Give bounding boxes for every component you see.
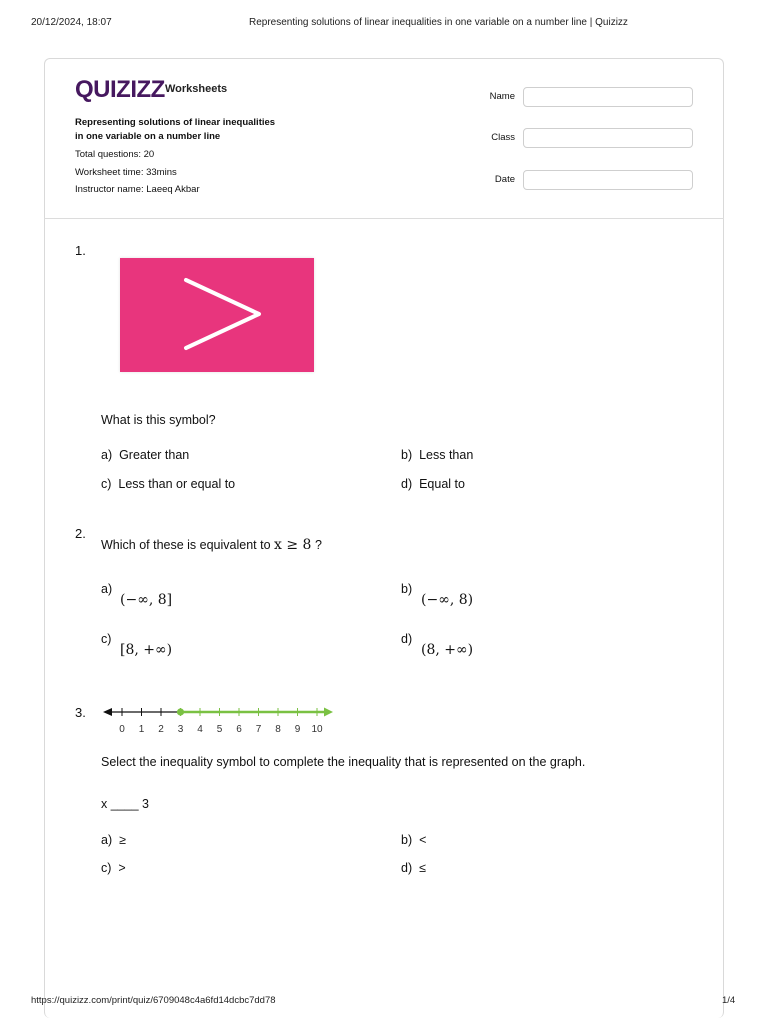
- question-2-option-a[interactable]: (−∞, 8]: [120, 592, 173, 608]
- question-2-option-c[interactable]: [8, +∞): [120, 642, 173, 658]
- option-text: Less than: [419, 448, 474, 462]
- number-line-tick-label: 4: [197, 724, 203, 735]
- question-3-blank: x ____ 3: [101, 797, 149, 811]
- question-2-prompt: [101, 537, 322, 553]
- question-3-option-d[interactable]: [401, 861, 426, 875]
- option-text: ≤: [419, 861, 426, 875]
- question-3-option-b[interactable]: [401, 833, 426, 847]
- number-line-tick-label: 5: [216, 724, 223, 735]
- number-line-tick-label: 2: [158, 724, 164, 735]
- question-3-option-a[interactable]: [101, 833, 126, 847]
- question-2-option-d[interactable]: (8, +∞): [421, 642, 474, 658]
- option-letter: a): [101, 448, 113, 462]
- worksheet-title-line2: in one variable on a number line: [75, 131, 221, 142]
- option-letter: d): [401, 477, 413, 491]
- prompt-text: Which of these is equivalent to: [101, 538, 271, 552]
- greater-than-symbol-image: [120, 258, 314, 372]
- number-line-tick-label: 3: [177, 724, 184, 735]
- number-line-tick-label: 1: [138, 724, 145, 735]
- worksheet-title-line1: Representing solutions of linear inequalities: [75, 117, 276, 128]
- question-3-prompt: Select the inequality symbol to complete the inequality that is represented on the graph.: [101, 755, 586, 769]
- left-arrow-icon: [103, 708, 112, 716]
- number-line-tick-label: 8: [275, 724, 281, 735]
- right-arrow-icon: [324, 708, 333, 717]
- option-letter: b): [401, 448, 413, 462]
- option-letter: c): [101, 477, 112, 491]
- number-line-tick-label: 0: [119, 724, 125, 735]
- print-page-title: Representing solutions of linear inequalities in one variable on a number line | Quizizz: [249, 17, 628, 28]
- number-line: [100, 702, 345, 736]
- option-text: Less than or equal to: [118, 477, 236, 491]
- greater-than-icon: [120, 258, 314, 372]
- question-2-option-b[interactable]: (−∞, 8): [421, 592, 474, 608]
- instructor-name: Instructor name: Laeeq Akbar: [75, 184, 200, 195]
- question-2-option-c-letter[interactable]: c): [101, 632, 112, 646]
- number-line-tick-label: 9: [294, 724, 301, 735]
- print-datetime: 20/12/2024, 18:07: [31, 17, 112, 28]
- option-text: >: [118, 861, 126, 875]
- endpoint-dot: [178, 709, 184, 715]
- question-3-number: 3.: [75, 705, 86, 720]
- question-1-option-b[interactable]: [401, 448, 473, 462]
- question-2-option-d-letter[interactable]: d): [401, 632, 413, 646]
- option-letter: c): [101, 861, 112, 875]
- name-label: Name: [489, 91, 515, 102]
- class-label: Class: [491, 132, 515, 143]
- option-letter: b): [401, 833, 413, 847]
- card-divider: [44, 218, 724, 219]
- logo-worksheets-label: Worksheets: [165, 83, 228, 95]
- prompt-math: x ≥ 8: [274, 537, 312, 553]
- option-text: Greater than: [119, 448, 190, 462]
- worksheet-time: Worksheet time: 33mins: [75, 167, 177, 178]
- question-3-option-c[interactable]: [101, 861, 126, 875]
- option-text: ≥: [119, 833, 126, 847]
- question-1-option-a[interactable]: [101, 448, 189, 462]
- date-field[interactable]: [523, 170, 693, 190]
- question-2-option-b-letter[interactable]: b): [401, 582, 413, 596]
- option-letter: a): [101, 833, 113, 847]
- option-text: Equal to: [419, 477, 465, 491]
- question-1-option-c[interactable]: [101, 477, 235, 491]
- option-letter: d): [401, 861, 413, 875]
- question-1-prompt: What is this symbol?: [101, 413, 216, 427]
- number-line-tick-label: 10: [311, 724, 323, 735]
- print-page-number: 1/4: [722, 995, 736, 1006]
- class-field[interactable]: [523, 128, 693, 148]
- total-questions: Total questions: 20: [75, 149, 155, 160]
- prompt-suffix: ?: [314, 538, 322, 552]
- number-line-tick-label: 6: [236, 724, 242, 735]
- number-line-tick-label: 7: [255, 724, 262, 735]
- question-2-number: 2.: [75, 526, 86, 541]
- date-label: Date: [494, 174, 515, 185]
- option-text: <: [419, 833, 427, 847]
- quizizz-logo: QUIZIZZ: [75, 76, 165, 103]
- name-field[interactable]: [523, 87, 693, 107]
- print-url: https://quizizz.com/print/quiz/6709048c4a6fd14dcbc7dd78: [31, 995, 276, 1006]
- question-2-option-a-letter[interactable]: a): [101, 582, 113, 596]
- question-1-number: 1.: [75, 243, 86, 258]
- question-1-option-d[interactable]: [401, 477, 465, 491]
